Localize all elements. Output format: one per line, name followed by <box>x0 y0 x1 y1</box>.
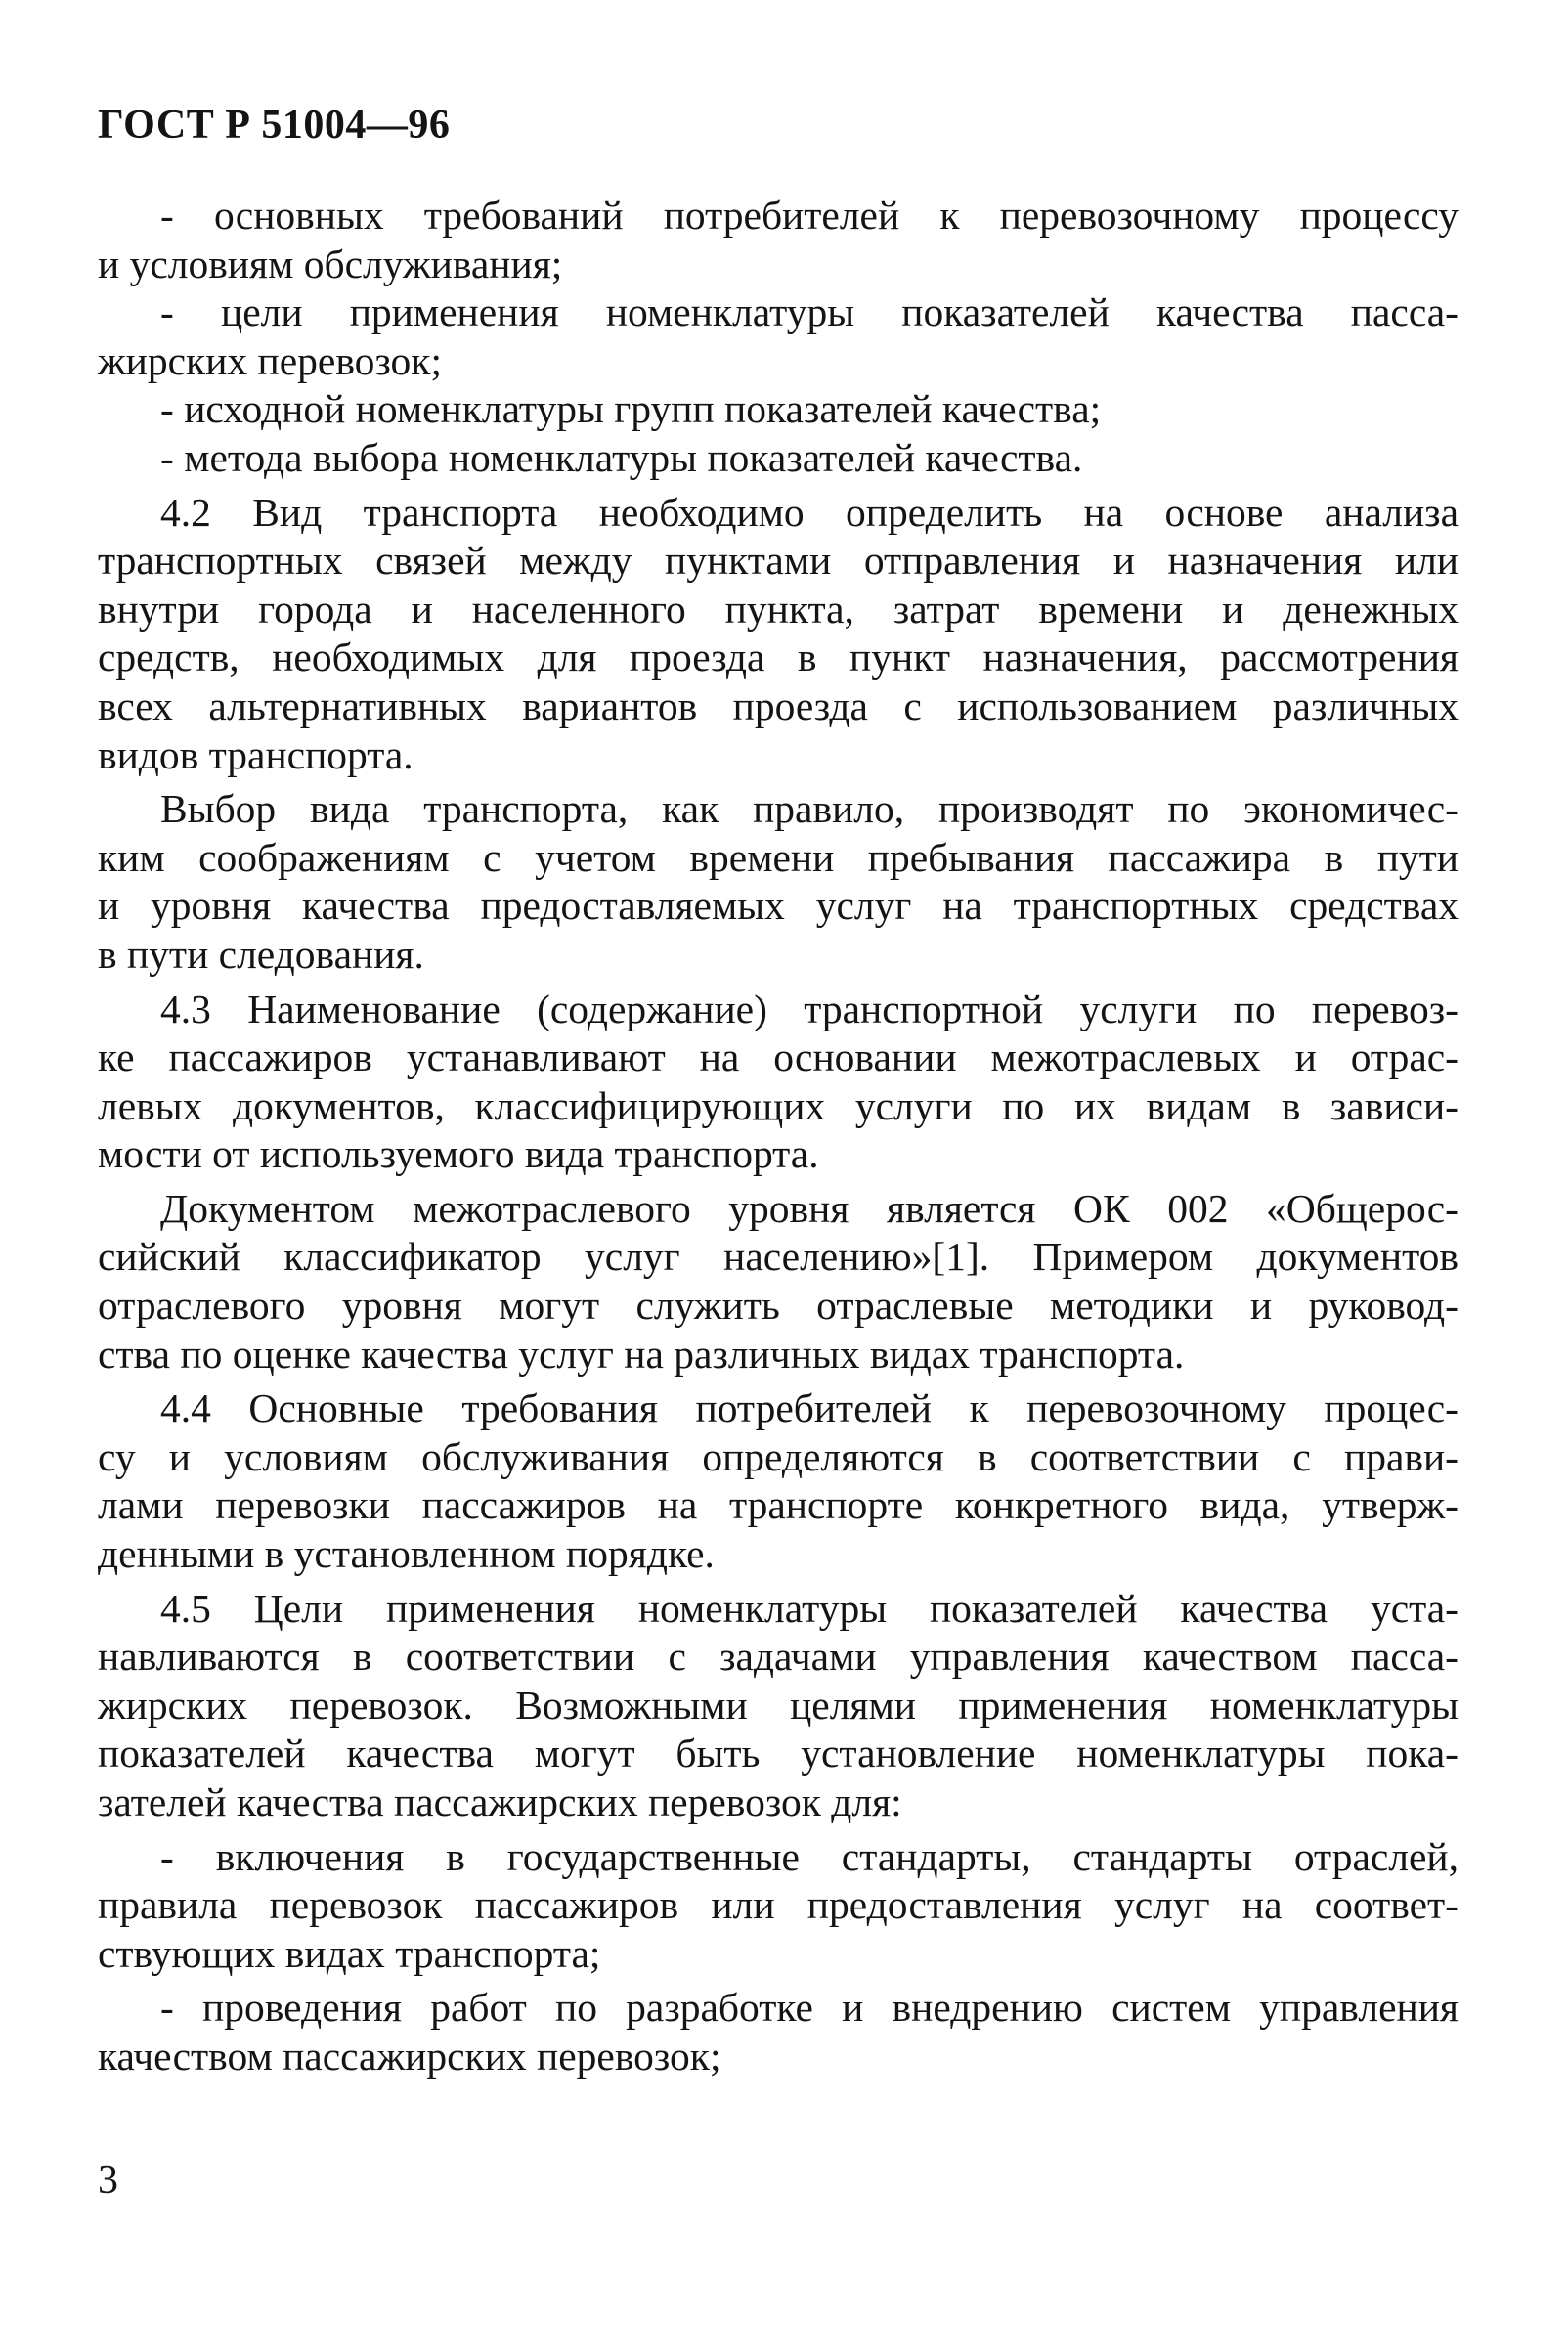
text-line: ким соображениям с учетом времени пребывания пассажира в пути <box>98 834 1459 880</box>
text-line: 4.5 Цели применения номенклатуры показателей качества уста- <box>160 1585 1459 1631</box>
text-line: качеством пассажирских перевозок; <box>98 2033 721 2079</box>
text-line: видов транспорта. <box>98 731 414 777</box>
text-line: мости от используемого вида транспорта. <box>98 1131 819 1177</box>
text-line: 4.3 Наименование (содержание) транспортной услуги по перевоз- <box>160 986 1459 1031</box>
text-line: ствующих видах транспорта; <box>98 1930 601 1976</box>
text-line: 4.2 Вид транспорта необходимо определить на основе анализа <box>160 489 1459 535</box>
text-line: - цели применения номенклатуры показателей качества пасса- <box>160 289 1459 335</box>
text-line: су и условиям обслуживания определяются в соответствии с прави- <box>98 1433 1459 1479</box>
text-line: Выбор вида транспорта, как правило, производят по экономичес- <box>160 786 1459 832</box>
text-line: и уровня качества предоставляемых услуг на транспортных средствах <box>98 883 1459 929</box>
text-line: жирских перевозок. Возможными целями применения номенклатуры <box>98 1682 1459 1728</box>
text-line: отраслевого уровня могут служить отраслевые методики и руковод- <box>98 1283 1459 1329</box>
text-line: ства по оценке качества услуг на различных видах транспорта. <box>98 1331 1185 1377</box>
text-line: лами перевозки пассажиров на транспорте конкретного вида, утверж- <box>98 1482 1459 1528</box>
text-line: правила перевозок пассажиров или предоставления услуг на соответ- <box>98 1882 1459 1928</box>
text-line: навливаются в соответствии с задачами управления качеством пасса- <box>98 1634 1459 1680</box>
text-line: и условиям обслуживания; <box>98 241 563 286</box>
text-line: средств, необходимых для проезда в пункт назначения, рассмотрения <box>98 635 1459 680</box>
text-line: зателей качества пассажирских перевозок для: <box>98 1779 902 1824</box>
text-line: - основных требований потребителей к перевозочному процессу <box>160 193 1459 238</box>
text-line: жирских перевозок; <box>98 337 443 383</box>
document-header: ГОСТ Р 51004—96 <box>98 103 451 148</box>
text-line: всех альтернативных вариантов проезда с использованием различных <box>98 682 1459 728</box>
text-line: сийский классификатор услуг населению»[1]. Примером документов <box>98 1234 1459 1280</box>
text-line: денными в установленном порядке. <box>98 1531 715 1577</box>
text-line: левых документов, классифицирующих услуги по их видам в зависи- <box>98 1082 1459 1128</box>
text-line: - исходной номенклатуры групп показателей качества; <box>160 386 1102 432</box>
text-line: ке пассажиров устанавливают на основании межотраслевых и отрас- <box>98 1034 1459 1080</box>
text-line: - метода выбора номенклатуры показателей качества. <box>160 434 1083 480</box>
text-line: внутри города и населенного пункта, затрат времени и денежных <box>98 586 1459 632</box>
text-line: в пути следования. <box>98 931 424 977</box>
page-number: 3 <box>98 2158 118 2203</box>
text-line: транспортных связей между пунктами отправления и назначения или <box>98 538 1459 584</box>
text-line: - проведения работ по разработке и внедрению систем управления <box>160 1985 1459 2031</box>
text-line: 4.4 Основные требования потребителей к перевозочному процес- <box>160 1385 1459 1431</box>
body-text <box>98 192 1459 2082</box>
text-line: показателей качества могут быть установление номенклатуры пока- <box>98 1731 1459 1777</box>
text-line: - включения в государственные стандарты, стандарты отраслей, <box>160 1833 1459 1879</box>
text-line: Документом межотраслевого уровня является ОК 002 «Общерос- <box>160 1185 1459 1231</box>
